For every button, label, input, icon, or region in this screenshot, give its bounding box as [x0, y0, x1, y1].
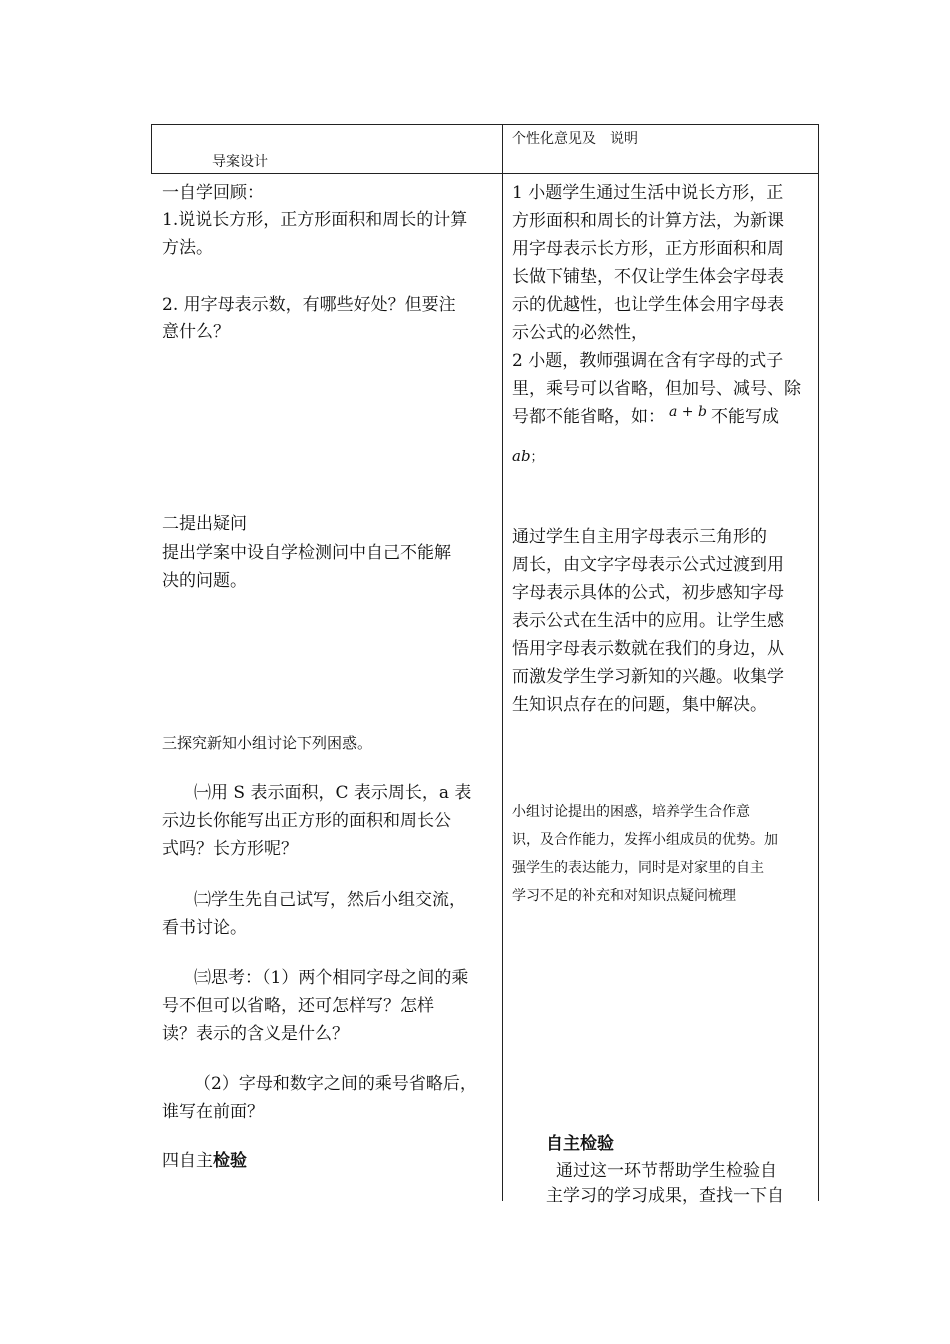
s3-p1-line2: 示边长你能写出正方形的面积和周长公: [162, 811, 451, 831]
header-divider: [151, 173, 819, 174]
s1-q2-line2: 意什么？: [162, 322, 230, 342]
formula-ab-suffix: ；: [530, 450, 544, 465]
r4-line4: 学习不足的补充和对知识点疑问梳理: [512, 888, 736, 904]
section-2-title: 二提出疑问: [162, 514, 247, 534]
r4-line1: 小组讨论提出的困惑，培养学生合作意: [512, 804, 750, 820]
section-1-title: 一自学回顾：: [162, 183, 264, 203]
r2-line3: [512, 402, 779, 427]
r1-line6: 示公式的必然性，: [512, 323, 648, 343]
r1-line2: 方形面积和周长的计算方法，为新课: [512, 211, 784, 231]
r3-line4: 表示公式在生活中的应用。让学生感: [512, 611, 784, 631]
s3-p3-line3: 读？表示的含义是什么？: [162, 1024, 349, 1044]
r3-line3: 字母表示具体的公式，初步感知字母: [512, 583, 784, 603]
r1-line5: 示的优越性，也让学生体会用字母表: [512, 295, 784, 315]
section-3-title: 三探究新知小组讨论下列困惑。: [162, 734, 373, 752]
r5-title: 自主检验: [546, 1134, 614, 1154]
r2-line4: [512, 446, 544, 465]
r3-line5: 悟用字母表示数就在我们的身边，从: [512, 639, 784, 659]
r3-line1: 通过学生自主用字母表示三角形的: [512, 527, 767, 547]
r2-line3-prefix: 号都不能省略，如：: [512, 407, 665, 427]
section-4-prefix: 四自主: [162, 1151, 213, 1171]
formula-a-plus-b: a + b: [669, 404, 707, 420]
r2-line3-suffix: 不能写成: [710, 407, 779, 427]
s2-line2: 决的问题。: [162, 571, 247, 591]
r2-line1: 2 小题，教师强调在含有字母的式子: [512, 351, 784, 371]
s3-p3-line2: 号不但可以省略，还可怎样写？怎样: [162, 996, 434, 1016]
s3-p3-line1: ㈢思考：（1）两个相同字母之间的乘: [194, 968, 469, 988]
right-border: [818, 125, 819, 1201]
r4-line3: 强学生的表达能力，同时是对家里的自主: [512, 860, 764, 876]
r4-line2: 识，及合作能力，发挥小组成员的优势。加: [512, 832, 778, 848]
column-divider: [502, 125, 503, 1201]
r3-line6: 而激发学生学习新知的兴趣。收集学: [512, 667, 784, 687]
left-border: [151, 125, 152, 174]
s3-p1-line1: ㈠用 S 表示面积，C 表示周长，a 表: [194, 783, 472, 803]
section-4-title: [162, 1146, 247, 1171]
s1-q1-line2: 方法。: [162, 238, 213, 258]
r1-line1: 1 小题学生通过生活中说长方形，正: [512, 183, 784, 203]
r2-line2: 里，乘号可以省略，但加号、减号、除: [512, 379, 801, 399]
r1-line4: 长做下铺垫，不仅让学生体会字母表: [512, 267, 784, 287]
header-right: 个性化意见及 说明: [512, 131, 638, 147]
header-left: 导案设计: [212, 154, 268, 170]
s3-p2-line2: 看书讨论。: [162, 918, 247, 938]
r3-line7: 生知识点存在的问题，集中解决。: [512, 695, 767, 715]
r5-line1: 通过这一环节帮助学生检验自: [556, 1161, 777, 1181]
r3-line2: 周长，由文字字母表示公式过渡到用: [512, 555, 784, 575]
s1-q1-line1: 1.说说长方形，正方形面积和周长的计算: [162, 210, 468, 230]
s1-q2-line1: 2. 用字母表示数，有哪些好处？但要注: [162, 295, 456, 315]
s3-p1-line3: 式吗？长方形呢？: [162, 839, 298, 859]
section-4-bold: 检验: [213, 1151, 247, 1171]
r1-line3: 用字母表示长方形，正方形面积和周: [512, 239, 784, 259]
s3-p4-line1: （2）字母和数字之间的乘号省略后，: [194, 1074, 477, 1094]
s3-p4-line2: 谁写在前面？: [162, 1102, 264, 1122]
formula-ab: ab: [512, 447, 531, 465]
s3-p2-line1: ㈡学生先自己试写，然后小组交流，: [194, 890, 466, 910]
r5-line2: 主学习的学习成果，查找一下自: [546, 1186, 784, 1206]
s2-line1: 提出学案中设自学检测问中自己不能解: [162, 543, 451, 563]
